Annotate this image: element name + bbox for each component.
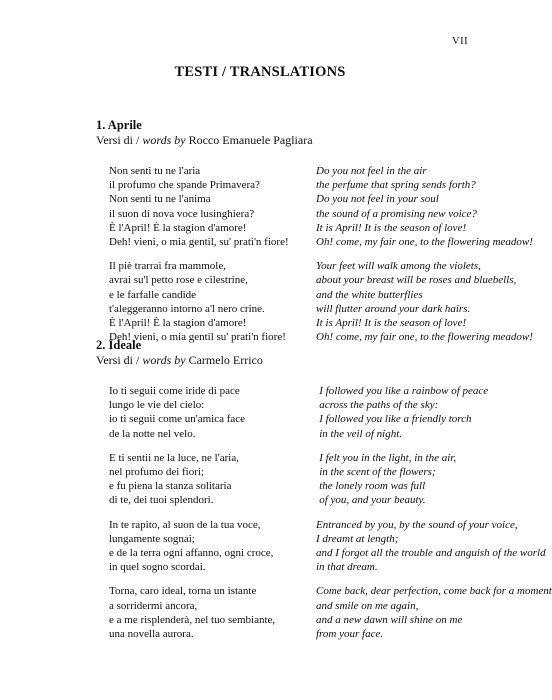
english-line: Entranced by you, by the sound of your voice, [316,518,518,531]
italian-line: e a me risplenderà, nel tuo sembiante, [109,613,276,626]
english-line: I followed you like a friendly torch [319,413,472,426]
english-line: the sound of a promising new voice? [316,207,477,220]
italian-text [109,259,314,344]
italian-line: de la notte nel velo. [109,427,196,440]
english-line: Oh! come, my fair one, to the flowering meadow! [316,331,533,344]
italian-text [109,584,314,641]
song-ideale [96,338,552,641]
english-line: in the veil of night. [319,427,403,440]
english-translation [319,451,496,508]
stanza [96,518,546,575]
song-credit [96,133,496,148]
credit-label-english: words by [142,353,186,367]
english-line: and a new dawn will shine on me [316,613,463,626]
english-line: I felt you in the light, in the air, [319,451,457,464]
song-credit [96,353,496,368]
italian-line: in quel sogno scordai. [109,561,206,574]
english-line: the perfume that spring sends forth? [316,179,476,192]
italian-line: Deh! vieni, o mia gentil su' prati'n fiore! [109,331,286,344]
english-translation [316,164,533,249]
english-line: Do you not feel in your soul [316,193,439,206]
credit-label-english: words by [142,133,186,147]
english-line: and the white butterflies [316,288,423,301]
italian-line: Deh! vieni, o mia gentil, su' prati'n fiore! [109,236,289,249]
stanza [96,259,533,344]
italian-line: il suon di nova voce lusinghiera? [109,207,255,220]
english-line: about your breast will be roses and bluebells, [316,274,517,287]
credit-label-italian: Versi di / [96,353,140,367]
english-line: in that dream. [316,561,378,574]
english-line: and smile on me again, [316,599,419,612]
english-line: of you, and your beauty. [319,494,426,507]
english-translation [316,584,552,641]
english-line: and I forgot all the trouble and anguish of the world [316,547,546,560]
song-title: 1. Aprile [96,118,142,132]
italian-line: È l'April! È la stagion d'amore! [109,317,247,330]
italian-line: avrai su'l petto rose e cilestrine, [109,274,248,287]
english-line: from your face. [316,628,384,641]
english-line: the lonely room was full [319,480,426,493]
italian-line: una novella aurora. [109,628,194,641]
stanza [96,451,496,508]
stanza [96,164,533,249]
italian-line: a sorridermi ancora, [109,599,198,612]
italian-line: io ti seguii come un'amica face [109,413,246,426]
italian-text [109,451,317,508]
italian-line: Non senti tu ne l'aria [109,165,201,177]
italian-line: E ti sentii ne la luce, ne l'aria, [109,451,239,464]
italian-line: Io ti seguii come iride di pace [109,385,240,397]
page-number: VII [452,36,469,47]
song-title: 2. Ideale [96,338,142,352]
italian-line: lungo le vie del cielo: [109,399,205,412]
author-name: Rocco Emanuele Pagliara [188,133,313,147]
english-translation [319,384,496,441]
italian-line: di te, dei tuoi splendori. [109,494,214,507]
italian-line: e le farfalle candide [109,288,197,301]
italian-line: t'aleggeranno intorno a'l nero crine. [109,302,265,315]
page-title: TESTI / TRANSLATIONS [174,64,346,80]
italian-line: Torna, caro ideal, torna un istante [109,585,257,598]
stanza [96,584,552,641]
english-line: in the scent of the flowers; [319,466,436,479]
english-line: I followed you like a rainbow of peace [319,385,489,397]
english-line: across the paths of the sky: [319,399,439,412]
song-aprile [96,118,533,344]
italian-line: Non senti tu ne l'anima [109,193,211,206]
english-line: Your feet will walk among the violets, [316,260,481,273]
credit-label-italian: Versi di / [96,133,140,147]
italian-line: È l'April! È la stagion d'amore! [109,221,247,234]
italian-line: e fu piena la stanza solitaria [109,480,232,493]
italian-line: il profumo che spande Primavera? [109,179,260,192]
italian-line: nel profumo dei fiori; [109,466,205,479]
english-line: Do you not feel in the air [316,165,427,177]
stanza-list [96,164,533,344]
english-line: I dreamt at length; [316,532,399,545]
italian-text [109,164,314,249]
italian-line: Il piè trarrai fra mammole, [109,260,226,273]
stanza [96,384,496,441]
english-line: Come back, dear perfection, come back for a moment [316,585,552,598]
english-line: It is April! It is the season of love! [316,221,467,234]
english-line: will flutter around your dark hairs. [316,302,471,315]
italian-line: In te rapito, al suon de la tua voce, [109,518,261,531]
english-translation [316,518,546,575]
english-line: Oh! come, my fair one, to the flowering meadow! [316,236,533,249]
english-translation [316,259,533,344]
english-line: It is April! It is the season of love! [316,317,467,330]
italian-text [109,384,317,441]
italian-text [109,518,314,575]
italian-line: e de la terra ogni affanno, ogni croce, [109,547,274,560]
author-name: Carmelo Errico [188,353,263,367]
stanza-list [96,384,552,641]
italian-line: lungamente sognai; [109,532,195,545]
